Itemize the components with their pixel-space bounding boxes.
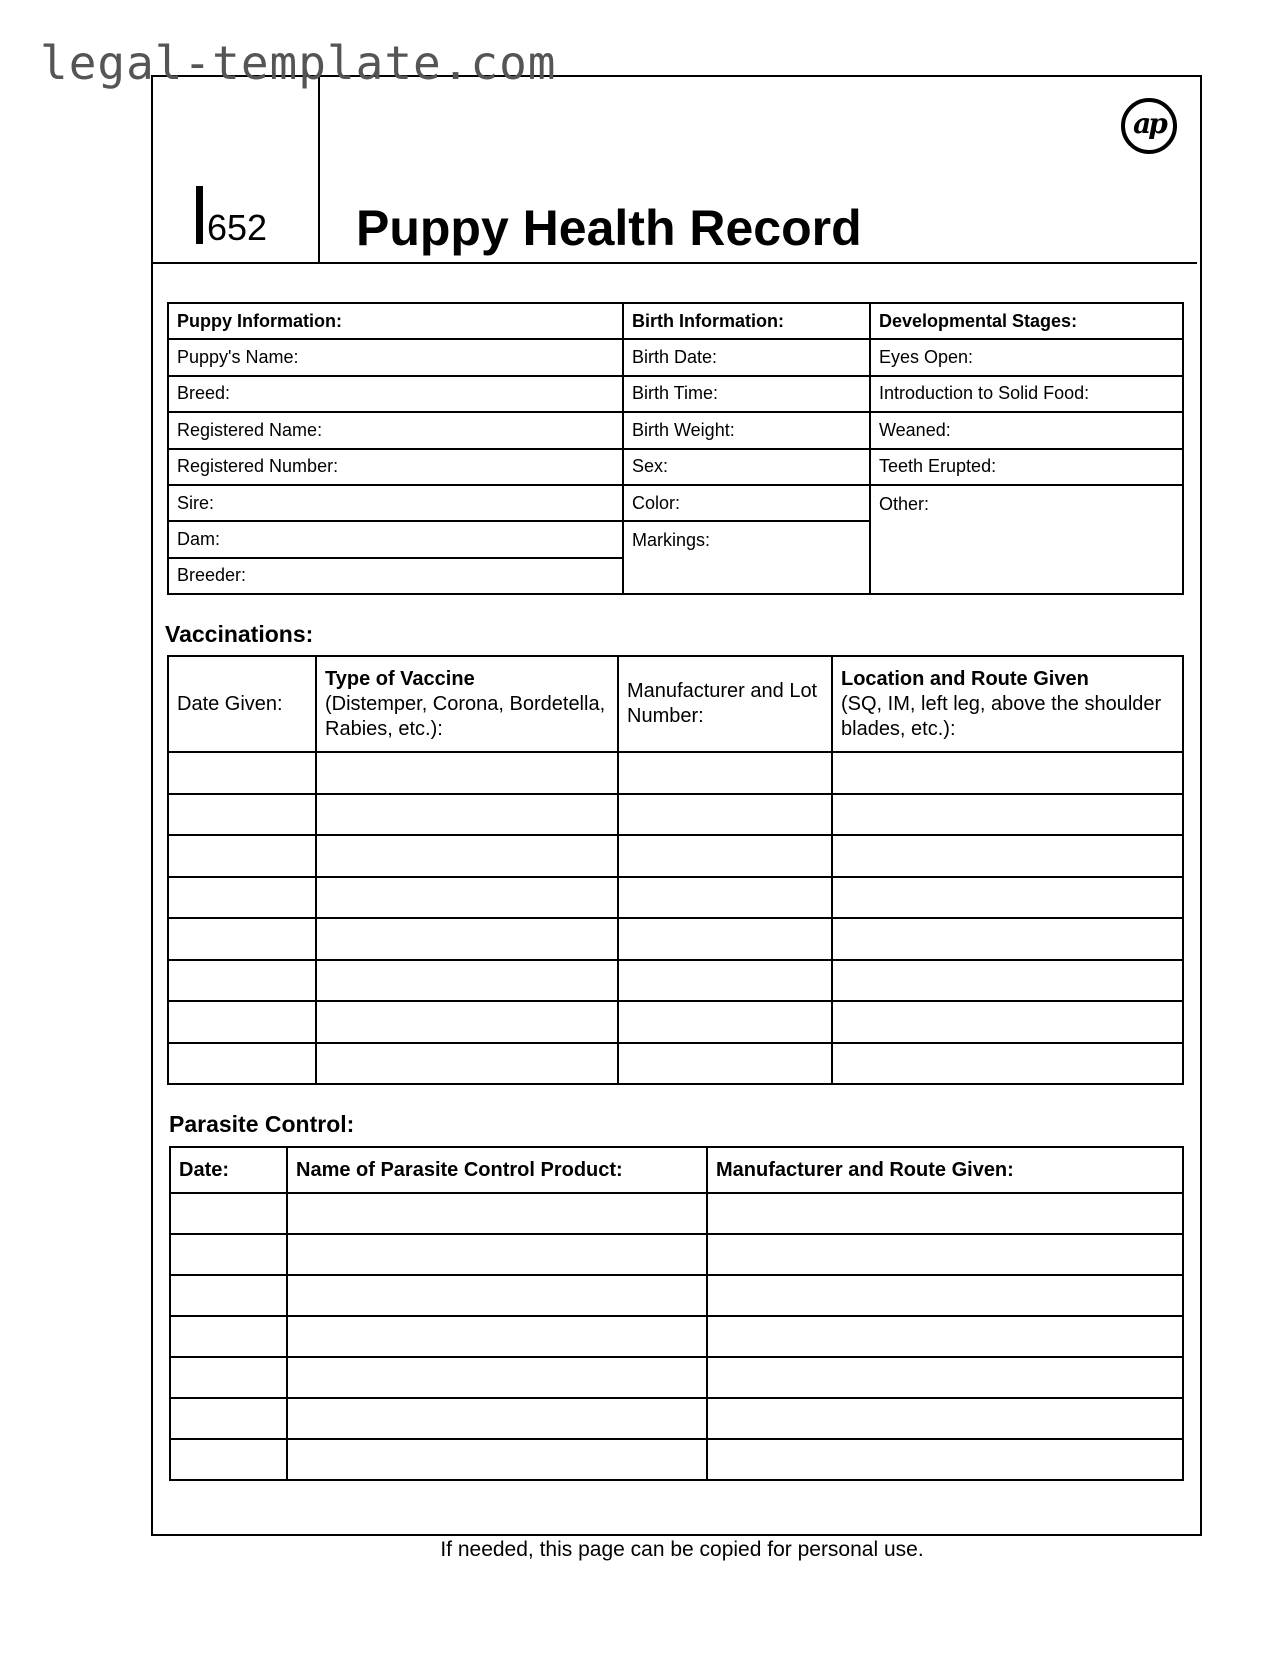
table-cell[interactable] <box>316 877 618 919</box>
table-cell[interactable] <box>707 1193 1183 1234</box>
table-cell[interactable] <box>170 1316 287 1357</box>
table-row <box>168 877 1183 919</box>
table-row <box>170 1439 1183 1480</box>
field-registered-name[interactable]: Registered Name: <box>168 412 623 448</box>
table-row <box>168 960 1183 1002</box>
table-row <box>170 1193 1183 1234</box>
table-cell[interactable] <box>707 1275 1183 1316</box>
table-row <box>170 1398 1183 1439</box>
form-number <box>196 186 268 248</box>
table-cell[interactable] <box>168 835 316 877</box>
table-cell[interactable] <box>707 1398 1183 1439</box>
table-cell[interactable] <box>170 1439 287 1480</box>
field-markings[interactable]: Markings: <box>623 521 870 594</box>
ap-logo-icon <box>1121 98 1177 154</box>
table-cell[interactable] <box>168 1001 316 1043</box>
table-cell[interactable] <box>316 752 618 794</box>
table-cell[interactable] <box>707 1439 1183 1480</box>
table-cell[interactable] <box>287 1234 707 1275</box>
table-cell[interactable] <box>618 877 832 919</box>
table-row <box>168 1043 1183 1085</box>
table-cell[interactable] <box>618 835 832 877</box>
table-row <box>168 1001 1183 1043</box>
footer-note: If needed, this page can be copied for personal use. <box>440 1538 924 1561</box>
table-cell[interactable] <box>707 1234 1183 1275</box>
logo-text: ap <box>1133 107 1165 140</box>
field-color[interactable]: Color: <box>623 485 870 521</box>
field-sire[interactable]: Sire: <box>168 485 623 521</box>
table-cell[interactable] <box>168 877 316 919</box>
col-location-route <box>832 656 1183 752</box>
table-cell[interactable] <box>287 1275 707 1316</box>
field-sex[interactable]: Sex: <box>623 449 870 485</box>
col-vaccine-type-note: (Distemper, Corona, Bordetella, Rabies, etc.): <box>325 692 606 740</box>
col-location-route-label: Location and Route Given <box>841 667 1089 690</box>
table-row <box>170 1234 1183 1275</box>
table-row <box>168 752 1183 794</box>
table-cell[interactable] <box>316 1043 618 1085</box>
header-divider-vertical <box>318 75 320 264</box>
field-teeth-erupted[interactable]: Teeth Erupted: <box>870 449 1183 485</box>
col-date-given: Date Given: <box>168 656 316 752</box>
table-cell[interactable] <box>316 835 618 877</box>
table-cell[interactable] <box>832 835 1183 877</box>
field-other[interactable]: Other: <box>870 485 1183 594</box>
table-cell[interactable] <box>618 794 832 836</box>
form-number-bar <box>196 186 203 244</box>
table-cell[interactable] <box>316 960 618 1002</box>
field-dam[interactable]: Dam: <box>168 521 623 557</box>
dev-stages-header: Developmental Stages: <box>870 303 1183 339</box>
parasite-control-title: Parasite Control: <box>169 1111 355 1137</box>
table-cell[interactable] <box>832 960 1183 1002</box>
table-cell[interactable] <box>170 1357 287 1398</box>
field-registered-number[interactable]: Registered Number: <box>168 449 623 485</box>
col-date: Date: <box>170 1147 287 1193</box>
table-cell[interactable] <box>618 752 832 794</box>
table-cell[interactable] <box>170 1193 287 1234</box>
table-row <box>168 918 1183 960</box>
col-manufacturer-lot: Manufacturer and Lot Number: <box>618 656 832 752</box>
table-cell[interactable] <box>832 918 1183 960</box>
table-cell[interactable] <box>618 960 832 1002</box>
table-cell[interactable] <box>168 918 316 960</box>
table-cell[interactable] <box>168 752 316 794</box>
table-cell[interactable] <box>287 1439 707 1480</box>
vaccinations-table <box>167 655 1184 1085</box>
table-row <box>170 1316 1183 1357</box>
table-cell[interactable] <box>168 960 316 1002</box>
table-row <box>170 1275 1183 1316</box>
table-cell[interactable] <box>316 794 618 836</box>
field-birth-time[interactable]: Birth Time: <box>623 376 870 412</box>
table-cell[interactable] <box>618 1001 832 1043</box>
info-table <box>167 302 1184 595</box>
watermark: legal-template.com <box>40 36 557 90</box>
field-puppy-name[interactable]: Puppy's Name: <box>168 339 623 375</box>
table-cell[interactable] <box>316 918 618 960</box>
table-cell[interactable] <box>316 1001 618 1043</box>
field-breed[interactable]: Breed: <box>168 376 623 412</box>
table-cell[interactable] <box>287 1316 707 1357</box>
col-location-route-note: (SQ, IM, left leg, above the shoulder blades, etc.): <box>841 692 1162 740</box>
vaccinations-title: Vaccinations: <box>165 621 314 647</box>
col-vaccine-type <box>316 656 618 752</box>
table-cell[interactable] <box>707 1357 1183 1398</box>
field-weaned[interactable]: Weaned: <box>870 412 1183 448</box>
table-cell[interactable] <box>618 918 832 960</box>
table-cell[interactable] <box>168 1043 316 1085</box>
table-cell[interactable] <box>170 1234 287 1275</box>
table-cell[interactable] <box>168 794 316 836</box>
col-vaccine-type-label: Type of Vaccine <box>325 667 475 690</box>
field-eyes-open[interactable]: Eyes Open: <box>870 339 1183 375</box>
table-cell[interactable] <box>832 752 1183 794</box>
table-row <box>170 1357 1183 1398</box>
table-cell[interactable] <box>287 1193 707 1234</box>
parasite-table <box>169 1146 1184 1481</box>
table-cell[interactable] <box>707 1316 1183 1357</box>
table-cell[interactable] <box>832 1043 1183 1085</box>
table-cell[interactable] <box>170 1398 287 1439</box>
form-number-text: 652 <box>207 207 268 248</box>
table-cell[interactable] <box>618 1043 832 1085</box>
table-cell[interactable] <box>287 1357 707 1398</box>
col-manufacturer-route: Manufacturer and Route Given: <box>707 1147 1183 1193</box>
table-cell[interactable] <box>832 794 1183 836</box>
birth-info-header: Birth Information: <box>623 303 870 339</box>
col-product-name: Name of Parasite Control Product: <box>287 1147 707 1193</box>
table-cell[interactable] <box>170 1275 287 1316</box>
field-birth-weight[interactable]: Birth Weight: <box>623 412 870 448</box>
page-title: Puppy Health Record <box>356 200 862 256</box>
field-birth-date[interactable]: Birth Date: <box>623 339 870 375</box>
field-breeder[interactable]: Breeder: <box>168 558 623 594</box>
table-row <box>168 835 1183 877</box>
field-solid-food[interactable]: Introduction to Solid Food: <box>870 376 1183 412</box>
table-cell[interactable] <box>287 1398 707 1439</box>
puppy-info-header: Puppy Information: <box>168 303 623 339</box>
table-row <box>168 794 1183 836</box>
table-cell[interactable] <box>832 1001 1183 1043</box>
header-divider <box>151 262 1197 264</box>
table-cell[interactable] <box>832 877 1183 919</box>
